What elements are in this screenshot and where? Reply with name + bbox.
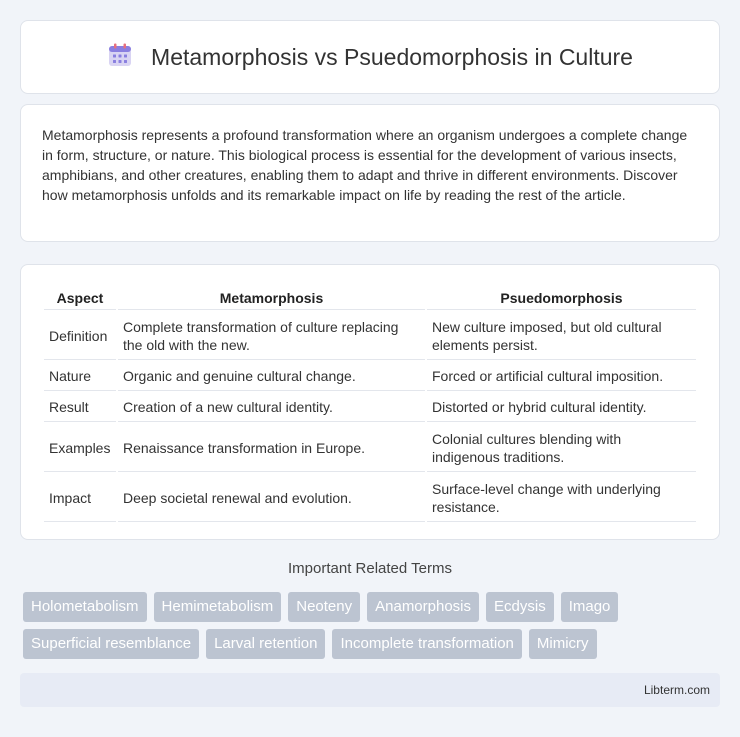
tag-holometabolism[interactable]: Holometabolism	[23, 592, 147, 622]
comparison-table	[42, 285, 698, 524]
related-terms	[23, 592, 723, 666]
related-terms-row	[23, 592, 723, 622]
cell-aspect: Nature	[44, 362, 116, 391]
calendar-icon	[107, 42, 133, 73]
tag-mimicry[interactable]: Mimicry	[529, 629, 597, 659]
table-row	[44, 393, 696, 422]
comparison-card	[20, 264, 720, 540]
table-header-row	[44, 287, 696, 310]
cell-psuedomorphosis: Colonial cultures blending with indigenous traditions.	[427, 424, 696, 472]
tag-ecdysis[interactable]: Ecdysis	[486, 592, 554, 622]
cell-aspect: Examples	[44, 424, 116, 472]
header-card	[20, 20, 720, 94]
tag-hemimetabolism[interactable]: Hemimetabolism	[154, 592, 282, 622]
cell-aspect: Definition	[44, 312, 116, 360]
footer-brand[interactable]: Libterm.com	[643, 683, 710, 697]
cell-metamorphosis: Renaissance transformation in Europe.	[118, 424, 425, 472]
cell-metamorphosis: Complete transformation of culture replacing the old with the new.	[118, 312, 425, 360]
tag-incomplete-transformation[interactable]: Incomplete transformation	[332, 629, 521, 659]
cell-metamorphosis: Creation of a new cultural identity.	[118, 393, 425, 422]
table-row	[44, 362, 696, 391]
tag-larval-retention[interactable]: Larval retention	[206, 629, 325, 659]
related-terms-title: Important Related Terms	[288, 560, 452, 577]
intro-text: Metamorphosis represents a profound transformation where an organism undergoes a complete change in form, structure, or nature. This biological process is essential for the development of various insects, amphibians, and other creatures, enabling them to adapt and thrive in different environments. Discover how metamorphosis unfolds and its remarkable impact on life by reading the rest of the article.	[42, 127, 688, 203]
cell-psuedomorphosis: Forced or artificial cultural imposition.	[427, 362, 696, 391]
cell-metamorphosis: Deep societal renewal and evolution.	[118, 474, 425, 522]
tag-superficial-resemblance[interactable]: Superficial resemblance	[23, 629, 199, 659]
cell-aspect: Impact	[44, 474, 116, 522]
cell-metamorphosis: Organic and genuine cultural change.	[118, 362, 425, 391]
tag-anamorphosis[interactable]: Anamorphosis	[367, 592, 479, 622]
tag-imago[interactable]: Imago	[561, 592, 619, 622]
table-row	[44, 474, 696, 522]
cell-psuedomorphosis: Surface-level change with underlying resistance.	[427, 474, 696, 522]
table-row	[44, 312, 696, 360]
cell-psuedomorphosis: New culture imposed, but old cultural elements persist.	[427, 312, 696, 360]
table-row	[44, 424, 696, 472]
intro-card	[20, 104, 720, 242]
cell-psuedomorphosis: Distorted or hybrid cultural identity.	[427, 393, 696, 422]
page-title: Metamorphosis vs Psuedomorphosis in Culture	[151, 43, 633, 70]
header-aspect: Aspect	[44, 287, 116, 310]
header-psuedomorphosis: Psuedomorphosis	[427, 287, 696, 310]
footer	[20, 673, 720, 707]
header-metamorphosis: Metamorphosis	[118, 287, 425, 310]
cell-aspect: Result	[44, 393, 116, 422]
related-terms-row	[23, 629, 723, 659]
tag-neoteny[interactable]: Neoteny	[288, 592, 360, 622]
